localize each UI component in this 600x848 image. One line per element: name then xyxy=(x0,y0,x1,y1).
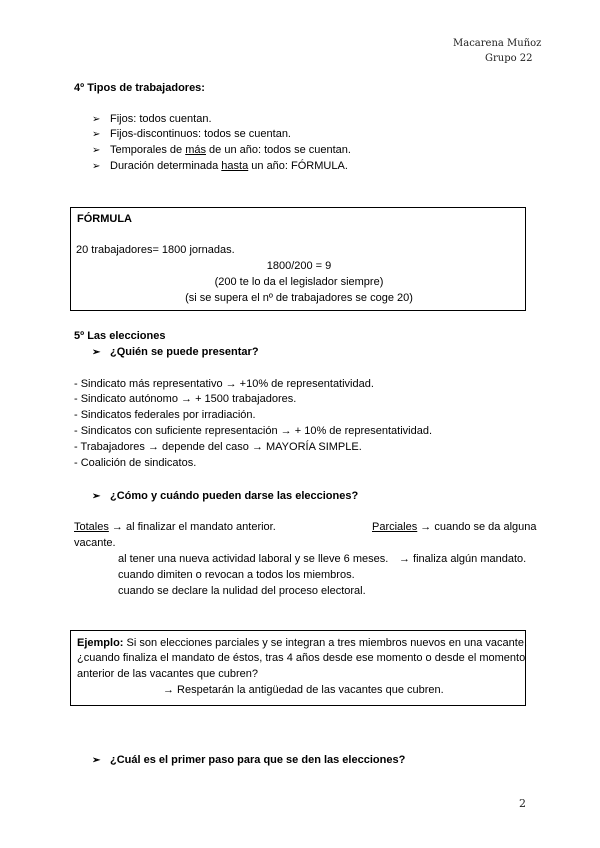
arrow-icon: ➢ xyxy=(92,755,101,766)
formula-line: 1800/200 = 9 xyxy=(266,260,332,272)
totales-line: Totales → al finalizar el mandato anterior. xyxy=(74,521,276,533)
example-answer: → Respetarán la antigüedad de las vacantes que cubren. xyxy=(163,684,444,696)
arrow-icon: ➢ xyxy=(92,491,101,502)
body-line: → finaliza algún mandato. xyxy=(399,553,527,565)
list-item: ➢ Fijos: todos cuentan. xyxy=(92,113,212,125)
section-5-title: 5º Las elecciones xyxy=(74,330,166,342)
header-group: Grupo 22 xyxy=(485,53,533,64)
list-item: ➢ Temporales de más de un año: todos se cuentan. xyxy=(92,144,351,156)
list-item: - Coalición de sindicatos. xyxy=(74,457,197,469)
parciales-line: Parciales → cuando se da alguna xyxy=(372,521,537,533)
formula-line: (200 te lo da el legislador siempre) xyxy=(214,276,384,288)
arrow-icon: ➢ xyxy=(92,161,101,172)
arrow-icon: ➢ xyxy=(92,145,101,156)
section-4-title: 4º Tipos de trabajadores: xyxy=(74,82,205,94)
body-line: al tener una nueva actividad laboral y se lleve 6 meses. xyxy=(118,553,389,565)
formula-box xyxy=(70,207,526,311)
page-number: 2 xyxy=(519,797,526,810)
example-line: Ejemplo: Si son elecciones parciales y se integran a tres miembros nuevos en una vacante, xyxy=(77,637,528,649)
list-item: ➢ Fijos-discontinuos: todos se cuentan. xyxy=(92,128,291,140)
list-item: - Sindicatos federales por irradiación. xyxy=(74,409,256,421)
arrow-icon: ➢ xyxy=(92,129,101,140)
body-line: cuando se declare la nulidad del proceso electoral. xyxy=(118,585,366,597)
list-item: - Trabajadores → depende del caso → MAYORÍA SIMPLE. xyxy=(74,441,362,453)
arrow-icon: ➢ xyxy=(92,114,101,125)
list-item: ➢ Duración determinada hasta un año: FÓRMULA. xyxy=(92,160,348,172)
question-heading: ➢ ¿Quién se puede presentar? xyxy=(92,346,259,358)
question-heading: ➢ ¿Cómo y cuándo pueden darse las elecciones? xyxy=(92,490,359,502)
vacante-text: vacante. xyxy=(74,537,116,549)
body-line: cuando dimiten o revocan a todos los miembros. xyxy=(118,569,355,581)
list-item: - Sindicato más representativo → +10% de representatividad. xyxy=(74,378,374,390)
formula-line: 20 trabajadores= 1800 jornadas. xyxy=(76,244,235,256)
arrow-icon: ➢ xyxy=(92,347,101,358)
header-author: Macarena Muñoz xyxy=(453,38,542,49)
question-heading: ➢ ¿Cuál es el primer paso para que se den las elecciones? xyxy=(92,754,406,766)
example-line: ¿cuando finaliza el mandato de éstos, tras 4 años desde ese momento o desde el momento xyxy=(77,652,526,664)
formula-title: FÓRMULA xyxy=(77,213,132,225)
list-item: - Sindicato autónomo → + 1500 trabajadores. xyxy=(74,393,297,405)
list-item: - Sindicatos con suficiente representación → + 10% de representatividad. xyxy=(74,425,433,437)
formula-line: (si se supera el nº de trabajadores se coge 20) xyxy=(185,292,413,304)
example-line: anterior de las vacantes que cubren? xyxy=(77,668,259,680)
example-box xyxy=(70,630,526,706)
